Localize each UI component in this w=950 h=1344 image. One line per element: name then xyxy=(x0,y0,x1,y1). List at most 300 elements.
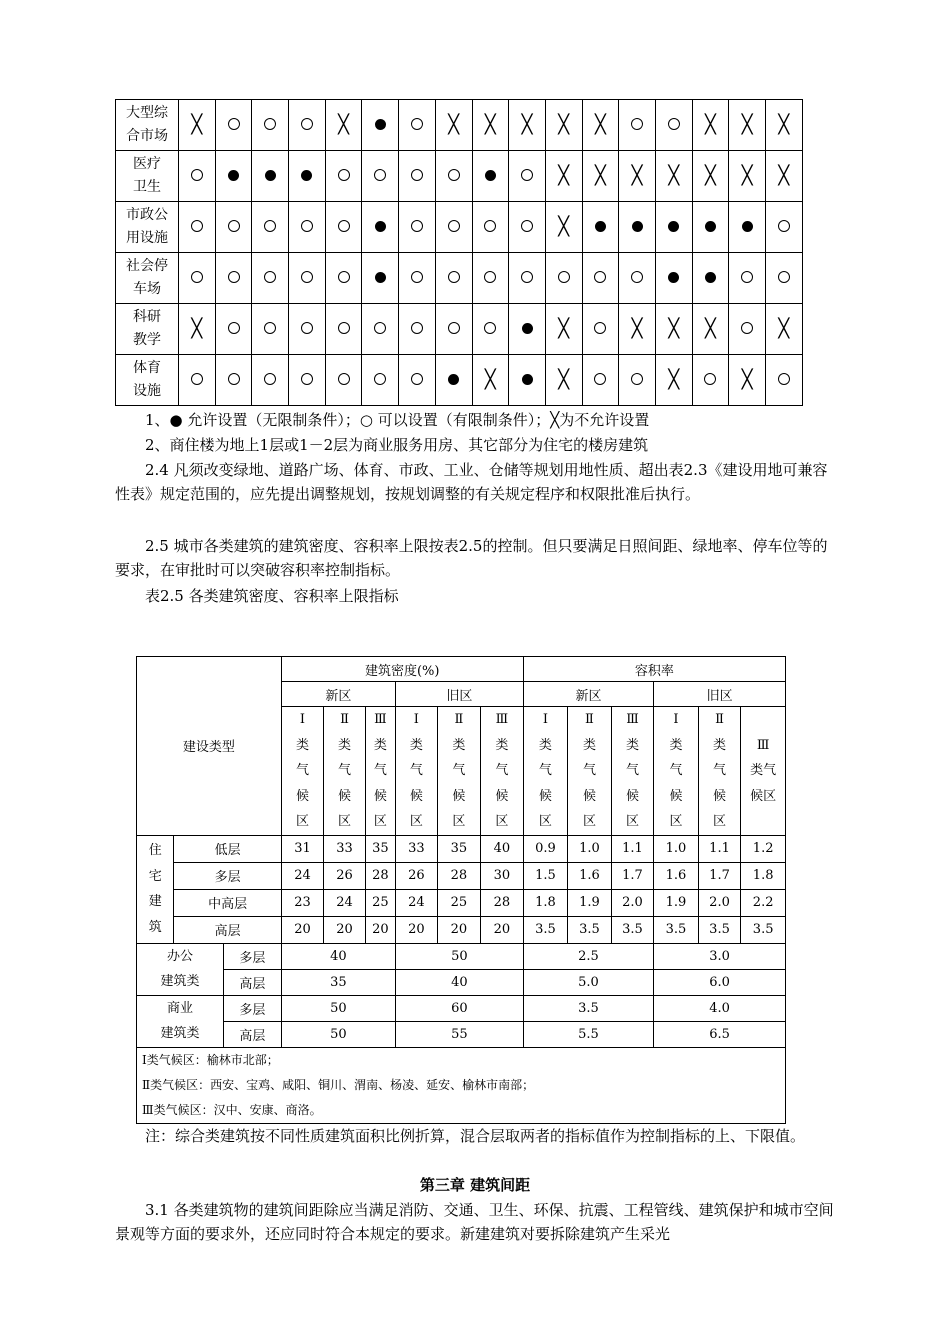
density-value-cell: 35 xyxy=(437,835,481,862)
far-value-cell: 0.9 xyxy=(523,835,568,862)
conditional-mark xyxy=(778,220,790,232)
compat-cell-conditional xyxy=(655,100,692,151)
density-value-cell: 25 xyxy=(437,889,481,916)
compat-row-label-line: 大型综 xyxy=(126,105,168,121)
conditional-mark xyxy=(228,373,240,385)
commercial-multi-density-old: 60 xyxy=(396,995,524,1021)
compat-cell-conditional xyxy=(215,253,252,304)
compat-row-label xyxy=(116,304,179,355)
compat-cell-forbidden xyxy=(325,100,362,151)
far-value-cell: 1.0 xyxy=(654,835,699,862)
forbidden-mark: ╳ xyxy=(631,165,643,186)
conditional-mark xyxy=(301,373,313,385)
composite-building-note: 注：综合类建筑按不同性质建筑面积比例折算，混合层取两者的指标值作为控制指标的上、下限值。 xyxy=(145,1127,806,1145)
conditional-mark xyxy=(301,220,313,232)
far-value-cell: 1.7 xyxy=(698,862,741,889)
compat-cell-forbidden xyxy=(619,151,656,202)
compat-row xyxy=(116,355,803,406)
compat-cell-forbidden xyxy=(655,355,692,406)
compat-cell-conditional xyxy=(215,304,252,355)
compat-cell-forbidden xyxy=(582,100,619,151)
climate-header-char: 类 xyxy=(582,737,596,753)
forbidden-mark: ╳ xyxy=(741,114,753,135)
office-multi-far-old: 3.0 xyxy=(654,943,786,969)
climate-zone-header xyxy=(568,707,612,836)
allowed-mark xyxy=(742,221,753,232)
residential-row-high xyxy=(137,916,786,943)
conditional-mark xyxy=(741,271,753,283)
density-value-cell: 35 xyxy=(365,835,395,862)
compat-row xyxy=(116,151,803,202)
commercial-multi-density-new: 50 xyxy=(281,995,395,1021)
commercial-multi-far-new: 3.5 xyxy=(523,995,654,1021)
far-value-cell: 2.0 xyxy=(611,889,654,916)
forbidden-mark: ╳ xyxy=(705,165,716,186)
compat-cell-conditional xyxy=(179,355,216,406)
office-label-line-2: 建筑类 xyxy=(160,974,200,989)
climate-header-char: 区 xyxy=(582,814,596,829)
far-value-cell: 1.8 xyxy=(741,862,786,889)
compat-cell-forbidden xyxy=(766,151,803,202)
density-value-cell: 20 xyxy=(396,916,438,943)
compat-cell-conditional xyxy=(325,304,362,355)
conditional-mark xyxy=(411,271,423,283)
compat-cell-conditional xyxy=(582,253,619,304)
conditional-mark xyxy=(374,169,386,181)
climate-header-char: 气 xyxy=(582,763,596,778)
compat-cell-conditional xyxy=(582,355,619,406)
climate-header-char: 类 xyxy=(373,737,387,753)
residential-floor-type: 多层 xyxy=(174,862,281,889)
compat-cell-allowed xyxy=(619,202,656,253)
climate-header-char: 类 xyxy=(495,737,509,753)
compat-cell-forbidden xyxy=(435,100,472,151)
residential-row-low xyxy=(137,835,786,862)
density-old-area-header: 旧区 xyxy=(396,682,524,707)
office-multi-far-new: 2.5 xyxy=(523,943,654,969)
conditional-mark xyxy=(264,220,276,232)
climate-zone-header xyxy=(324,707,366,836)
compat-cell-conditional xyxy=(399,151,436,202)
climate-header-char: 气 xyxy=(337,763,351,778)
commercial-multi-floor-label: 多层 xyxy=(224,995,282,1021)
compat-row-label-line: 社会停 xyxy=(126,258,168,274)
climate-header-char: 气 xyxy=(295,763,309,778)
density-value-cell: 24 xyxy=(281,862,324,889)
climate-header-char: 类 xyxy=(452,737,466,753)
compat-row xyxy=(116,202,803,253)
compat-cell-allowed xyxy=(692,202,729,253)
conditional-mark xyxy=(228,322,240,334)
commercial-label-line-1: 商业 xyxy=(167,1000,194,1016)
compat-row-label xyxy=(116,202,179,253)
climate-header-char: 候 xyxy=(669,788,683,804)
paragraph-2-4: 2.4 凡须改变绿地、道路广场、体育、市政、工业、仓储等规划用地性质、超出表2.3《建设用地可兼容性表》规定范围的，应先提出调整规划，按规划调整的有关规定程序和权限批准后执行。 xyxy=(115,461,828,503)
density-value-cell: 33 xyxy=(396,835,438,862)
conditional-mark xyxy=(264,373,276,385)
compat-cell-conditional xyxy=(435,202,472,253)
climate-header-char: Ⅲ xyxy=(374,712,387,727)
compat-cell-conditional xyxy=(289,202,326,253)
paragraph-2-5: 2.5 城市各类建筑的建筑密度、容积率上限按表2.5的控制。但只要满足日照间距、绿地率、停车位等的要求，在审批时可以突破容积率控制指标。 xyxy=(115,537,828,579)
climate-header-char: 候 xyxy=(538,788,552,804)
forbidden-mark: ╳ xyxy=(705,114,716,135)
residential-floor-type: 中高层 xyxy=(174,889,281,916)
office-building-label xyxy=(137,943,224,995)
density-value-cell: 26 xyxy=(324,862,366,889)
climate-zone-header xyxy=(523,707,568,836)
compat-row xyxy=(116,304,803,355)
commercial-label-line-2: 建筑类 xyxy=(160,1026,200,1041)
climate-header-char: 候 xyxy=(495,788,509,804)
conditional-mark xyxy=(411,220,423,232)
climate-header-char: 类 xyxy=(713,737,727,753)
far-value-cell: 1.9 xyxy=(654,889,699,916)
commercial-high-density-new: 50 xyxy=(281,1021,395,1047)
density-value-cell: 20 xyxy=(481,916,524,943)
compat-cell-conditional xyxy=(582,304,619,355)
climate-header-char: 类 xyxy=(625,737,639,753)
compat-cell-forbidden xyxy=(545,202,582,253)
office-high-floor-label: 高层 xyxy=(224,969,282,995)
office-multi-density-old: 50 xyxy=(396,943,524,969)
compat-cell-forbidden xyxy=(545,151,582,202)
compat-cell-allowed xyxy=(252,151,289,202)
compat-cell-conditional xyxy=(545,253,582,304)
forbidden-mark: ╳ xyxy=(778,165,790,186)
compat-cell-forbidden xyxy=(582,151,619,202)
climate-header-char: Ⅲ xyxy=(495,712,509,727)
compat-row-label-line: 合市场 xyxy=(126,128,168,144)
commercial-building-label xyxy=(137,995,224,1047)
density-value-cell: 28 xyxy=(481,889,524,916)
compat-cell-forbidden xyxy=(766,100,803,151)
compat-row-label xyxy=(116,151,179,202)
climate-header-char: Ⅱ xyxy=(340,712,349,727)
compat-cell-conditional xyxy=(252,355,289,406)
compat-cell-allowed xyxy=(509,304,546,355)
compat-cell-forbidden xyxy=(655,151,692,202)
legend-note-text: 1、● 允许设置（无限制条件）；○ 可以设置（有限制条件）；╳为不允许设置 xyxy=(145,411,650,429)
conditional-mark xyxy=(411,169,423,181)
climate-header-char: Ⅰ xyxy=(542,712,548,727)
compat-cell-conditional xyxy=(325,355,362,406)
construction-type-header: 建设类型 xyxy=(137,657,282,836)
climate-header-char: Ⅱ xyxy=(585,712,594,727)
forbidden-mark: ╳ xyxy=(558,114,570,135)
far-value-cell: 1.7 xyxy=(611,862,654,889)
compat-cell-forbidden xyxy=(729,100,766,151)
conditional-mark xyxy=(338,220,350,232)
compat-cell-conditional xyxy=(362,304,399,355)
climate-header-char: 候 xyxy=(409,788,423,804)
climate-header-char: 气 xyxy=(373,763,387,778)
density-value-cell: 24 xyxy=(396,889,438,916)
compat-cell-conditional xyxy=(472,253,509,304)
conditional-mark xyxy=(484,220,496,232)
climate-header-char: 气 xyxy=(452,763,466,778)
conditional-mark xyxy=(521,271,533,283)
density-value-cell: 20 xyxy=(365,916,395,943)
conditional-mark xyxy=(704,373,716,385)
compat-cell-conditional xyxy=(289,304,326,355)
residential-building-label xyxy=(137,835,174,943)
compat-cell-allowed xyxy=(289,151,326,202)
density-value-cell: 20 xyxy=(324,916,366,943)
compat-cell-allowed xyxy=(435,355,472,406)
office-high-density-new: 35 xyxy=(281,969,395,995)
allowed-mark xyxy=(448,374,459,385)
conditional-mark xyxy=(411,118,423,130)
forbidden-mark: ╳ xyxy=(558,318,570,339)
conditional-mark xyxy=(448,169,460,181)
forbidden-mark: ╳ xyxy=(558,216,570,237)
far-value-cell: 1.8 xyxy=(523,889,568,916)
conditional-mark xyxy=(484,322,496,334)
compat-cell-allowed xyxy=(655,202,692,253)
compat-cell-conditional xyxy=(215,202,252,253)
office-high-far-new: 5.0 xyxy=(523,969,654,995)
density-value-cell: 40 xyxy=(481,835,524,862)
far-value-cell: 2.2 xyxy=(741,889,786,916)
forbidden-mark: ╳ xyxy=(558,165,570,186)
compat-table-body xyxy=(116,100,803,406)
compat-cell-conditional xyxy=(325,202,362,253)
compat-cell-allowed xyxy=(215,151,252,202)
conditional-mark xyxy=(338,169,350,181)
conditional-mark xyxy=(521,169,533,181)
residential-row-mid-high xyxy=(137,889,786,916)
conditional-mark xyxy=(594,373,606,385)
climate-header-char: 区 xyxy=(295,814,309,829)
compat-cell-conditional xyxy=(215,355,252,406)
allowed-mark xyxy=(668,221,679,232)
density-value-cell: 28 xyxy=(437,862,481,889)
allowed-mark xyxy=(522,323,533,334)
compat-cell-forbidden xyxy=(509,100,546,151)
compat-cell-conditional xyxy=(435,253,472,304)
conditional-mark xyxy=(228,271,240,283)
forbidden-mark: ╳ xyxy=(778,318,790,339)
climate-header-char: 区 xyxy=(495,814,509,829)
climate-header-char: 候 xyxy=(582,788,596,804)
far-value-cell: 1.1 xyxy=(698,835,741,862)
climate-header-char: 候 xyxy=(452,788,466,804)
forbidden-mark: ╳ xyxy=(448,114,460,135)
compat-cell-conditional xyxy=(289,355,326,406)
forbidden-mark: ╳ xyxy=(668,318,680,339)
conditional-mark xyxy=(228,118,240,130)
allowed-mark xyxy=(485,170,496,181)
compat-cell-forbidden xyxy=(545,100,582,151)
table-2-5-caption: 表2.5 各类建筑密度、容积率上限指标 xyxy=(145,587,399,605)
residential-label-char: 宅 xyxy=(148,868,162,884)
land-use-compatibility-table xyxy=(115,99,803,406)
conditional-mark xyxy=(191,169,203,181)
compat-cell-conditional xyxy=(509,151,546,202)
compat-cell-conditional xyxy=(215,100,252,151)
compat-row-label-line: 卫生 xyxy=(133,179,161,195)
allowed-mark xyxy=(228,170,239,181)
residential-label-char: 住 xyxy=(148,843,162,858)
conditional-mark xyxy=(521,220,533,232)
climate-zone-header xyxy=(741,707,786,836)
climate-header-char: 区 xyxy=(452,814,466,829)
far-value-cell: 3.5 xyxy=(568,916,612,943)
climate-header-char: 候 xyxy=(373,788,387,804)
conditional-mark xyxy=(301,271,313,283)
forbidden-mark: ╳ xyxy=(705,318,716,339)
conditional-mark xyxy=(264,118,276,130)
compat-cell-conditional xyxy=(252,304,289,355)
conditional-mark xyxy=(448,220,460,232)
conditional-mark xyxy=(558,271,570,283)
compat-cell-conditional xyxy=(435,304,472,355)
compat-cell-forbidden xyxy=(729,151,766,202)
density-new-area-header: 新区 xyxy=(281,682,395,707)
compat-cell-forbidden xyxy=(472,355,509,406)
conditional-mark xyxy=(374,373,386,385)
compat-cell-conditional xyxy=(362,355,399,406)
climate-zone-header xyxy=(698,707,741,836)
density-value-cell: 31 xyxy=(281,835,324,862)
office-multi-floor-label: 多层 xyxy=(224,943,282,969)
far-value-cell: 3.5 xyxy=(611,916,654,943)
climate-header-char: 区 xyxy=(713,814,727,829)
density-value-cell: 26 xyxy=(396,862,438,889)
compat-cell-allowed xyxy=(582,202,619,253)
compat-row-label xyxy=(116,100,179,151)
compat-cell-forbidden xyxy=(655,304,692,355)
density-value-cell: 20 xyxy=(437,916,481,943)
climate-header-char: 候 xyxy=(713,788,727,804)
conditional-mark xyxy=(594,322,606,334)
compat-cell-conditional xyxy=(399,100,436,151)
conditional-mark xyxy=(778,271,790,283)
allowed-mark xyxy=(522,374,533,385)
allowed-mark xyxy=(668,272,679,283)
conditional-mark xyxy=(631,118,643,130)
climate-header-char: 气 xyxy=(409,763,423,778)
forbidden-mark: ╳ xyxy=(191,318,203,339)
climate-zone-header xyxy=(365,707,395,836)
conditional-mark xyxy=(301,118,313,130)
conditional-mark xyxy=(264,271,276,283)
compat-cell-conditional xyxy=(289,100,326,151)
compat-cell-conditional xyxy=(435,151,472,202)
conditional-mark xyxy=(264,322,276,334)
compat-cell-forbidden xyxy=(179,304,216,355)
climate-header-char: Ⅰ xyxy=(673,712,679,727)
compat-cell-forbidden xyxy=(179,100,216,151)
forbidden-mark: ╳ xyxy=(631,318,643,339)
far-value-cell: 1.2 xyxy=(741,835,786,862)
forbidden-mark: ╳ xyxy=(668,369,680,390)
climate-zone-notes xyxy=(137,1047,786,1123)
climate-header-char: 区 xyxy=(337,814,351,829)
commercial-multi-far-old: 4.0 xyxy=(654,995,786,1021)
compat-cell-forbidden xyxy=(545,304,582,355)
forbidden-mark: ╳ xyxy=(521,114,533,135)
far-group-header: 容积率 xyxy=(523,657,785,682)
conditional-mark xyxy=(631,271,643,283)
density-value-cell: 20 xyxy=(281,916,324,943)
density-value-cell: 25 xyxy=(365,889,395,916)
commercial-high-floor-label: 高层 xyxy=(224,1021,282,1047)
climate-header-char: 区 xyxy=(538,814,552,829)
far-value-cell: 1.5 xyxy=(523,862,568,889)
conditional-mark xyxy=(668,118,680,130)
conditional-mark xyxy=(191,220,203,232)
compat-row-label-line: 教学 xyxy=(133,332,161,348)
far-value-cell: 3.5 xyxy=(698,916,741,943)
climate-zone-header xyxy=(396,707,438,836)
compat-cell-conditional xyxy=(766,202,803,253)
compat-cell-conditional xyxy=(729,253,766,304)
conditional-mark xyxy=(338,322,350,334)
far-value-cell: 1.6 xyxy=(654,862,699,889)
compat-row-label-line: 科研 xyxy=(133,309,161,325)
conditional-mark xyxy=(411,322,423,334)
climate-header-char: 类 xyxy=(295,737,309,753)
compat-row-label-line: 市政公 xyxy=(126,207,168,223)
climate-header-char: Ⅱ xyxy=(715,712,724,727)
compat-cell-conditional xyxy=(509,202,546,253)
compat-cell-conditional xyxy=(692,355,729,406)
residential-label-char: 筑 xyxy=(148,919,162,935)
allowed-mark xyxy=(375,119,386,130)
compat-cell-conditional xyxy=(362,151,399,202)
climate-header-char: 候 xyxy=(337,788,351,804)
compat-cell-allowed xyxy=(362,253,399,304)
compat-cell-forbidden xyxy=(729,355,766,406)
allowed-mark xyxy=(632,221,643,232)
zone-note-iii: Ⅲ类气候区：汉中、安康、商洛。 xyxy=(142,1102,322,1117)
compat-cell-conditional xyxy=(399,253,436,304)
conditional-mark xyxy=(338,373,350,385)
conditional-mark xyxy=(594,271,606,283)
climate-zone-header xyxy=(437,707,481,836)
climate-header-char: 候 xyxy=(625,788,639,804)
compat-row xyxy=(116,253,803,304)
forbidden-mark: ╳ xyxy=(668,165,680,186)
climate-header-char: 气 xyxy=(625,763,639,778)
density-value-cell: 30 xyxy=(481,862,524,889)
far-value-cell: 1.0 xyxy=(568,835,612,862)
allowed-mark xyxy=(265,170,276,181)
allowed-mark xyxy=(301,170,312,181)
mixed-building-note xyxy=(115,433,835,457)
allowed-mark xyxy=(705,221,716,232)
residential-floor-type: 低层 xyxy=(174,835,281,862)
density-far-table xyxy=(136,656,786,1124)
far-value-cell: 1.1 xyxy=(611,835,654,862)
compat-cell-allowed xyxy=(729,202,766,253)
climate-header-char: 区 xyxy=(669,814,683,829)
far-value-cell: 3.5 xyxy=(741,916,786,943)
compat-cell-conditional xyxy=(509,253,546,304)
climate-header-char: 区 xyxy=(625,814,639,829)
forbidden-mark: ╳ xyxy=(484,114,496,135)
compat-cell-conditional xyxy=(325,253,362,304)
conditional-mark xyxy=(448,271,460,283)
compat-cell-forbidden xyxy=(692,304,729,355)
climate-header-char: Ⅲ xyxy=(626,712,639,727)
climate-header-char: 气 xyxy=(669,763,683,778)
compat-cell-conditional xyxy=(619,253,656,304)
climate-header-char: 类 xyxy=(337,737,351,753)
density-value-cell: 28 xyxy=(365,862,395,889)
